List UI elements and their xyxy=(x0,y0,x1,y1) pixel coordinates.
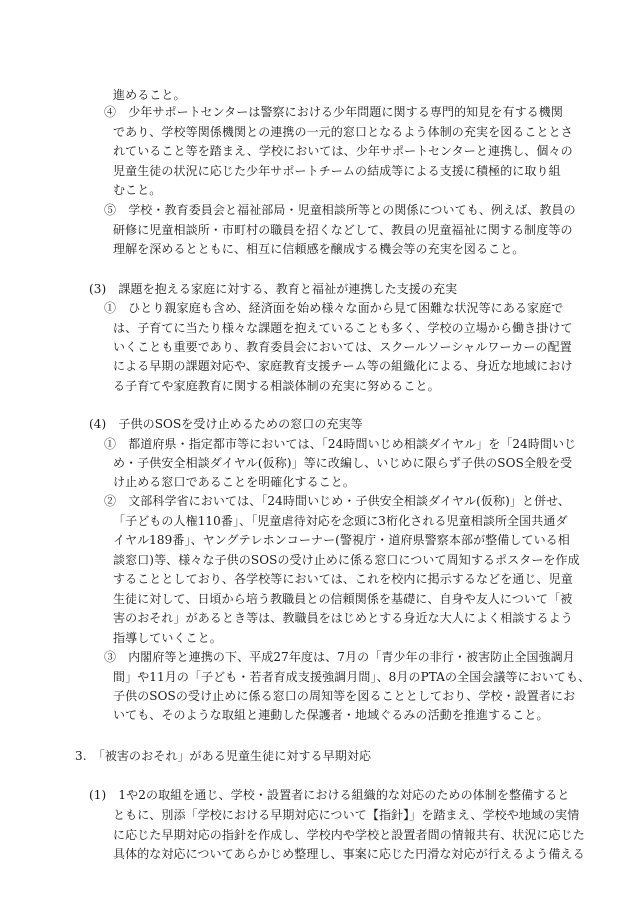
text-line: 指導していくこと。 xyxy=(113,631,222,645)
text-line: ③ 内閣府等と連携の下、平成27年度は、7月の「青少年の非行・被害防止全国強調月 xyxy=(104,650,575,664)
text-line: 児童生徒の状況に応じた少年サポートチームの結成等による支援に積極的に取り組 xyxy=(113,164,561,178)
text-line: (1) 1や2の取組を通じ、学校・設置者における組織的な対応のための体制を整備すると xyxy=(89,788,570,802)
text-line: いても、そのような取組と連動した保護者・地域ぐるみの活動を推進すること。 xyxy=(113,708,549,722)
text-line: 生徒に対して、日頃から培う教職員との信頼関係を基礎に、自身や友人について「被 xyxy=(113,592,573,606)
text-line: ① ひとり親家庭も含め、経済面を始め様々な面から見て困難な状況等にある家庭で xyxy=(104,301,564,315)
text-line: は、子育てに当たり様々な課題を抱えていることも多く、学校の立場から働き掛けて xyxy=(113,321,573,335)
text-line: 具体的な対応についてあらかじめ整理し、事案に応じた円滑な対応が行えるよう備える xyxy=(113,847,585,861)
text-line: 理解を深めるとともに、相互に信頼感を醸成する機会等の充実を図ること。 xyxy=(113,242,525,256)
text-line: る子育てや家庭教育に関する相談体制の充実に努めること。 xyxy=(113,379,440,393)
text-line: 「子どもの人権110番」、「児童虐待対応を念頭に3桁化される児童相談所全国共通ダ xyxy=(113,514,568,528)
text-line: ともに、別添「学校における早期対応について【指針】」を踏まえ、学校や地域の実情 xyxy=(113,808,580,822)
text-line: 研修に児童相談所・市町村の職員を招くなどして、教員の児童福祉に関する制度等の xyxy=(113,223,573,237)
text-line: ② 文部科学省においては、「24時間いじめ・子供安全相談ダイヤル(仮称)」と併せ、 xyxy=(104,494,571,508)
text-line: 進めること。 xyxy=(113,88,186,102)
text-line: イヤル189番」、ヤングテレホンコーナー(警視庁・道府県警察本部が整備している相 xyxy=(113,533,570,547)
text-line: に応じた早期対応の指針を作成し、学校内や学校と設置者間の情報共有、状況に応じた xyxy=(113,828,585,842)
text-line: ⑤ 学校・教育委員会と福祉部局・児童相談所等との関係についても、例えば、教員の xyxy=(104,203,576,217)
section-heading: 3. 「被害のおそれ」がある児童生徒に対する早期対応 xyxy=(75,749,372,763)
text-line: ④ 少年サポートセンターは警察における少年問題に関する専門的知見を有する機関 xyxy=(104,105,563,119)
text-line: 子供のSOSの受け止めに係る窓口の周知等を図ることとしており、学校・設置者にお xyxy=(113,689,576,703)
text-line: れていること等を踏まえ、学校においては、少年サポートセンターと連携し、個々の xyxy=(113,144,573,158)
text-line: することとしており、各学校等においては、これを校内に掲示するなどを通じ、児童 xyxy=(113,572,573,586)
text-line: むこと。 xyxy=(113,183,162,197)
text-line: け止める窓口であることを明確化すること。 xyxy=(113,475,356,489)
text-line: ① 都道府県・指定都市等においては、「24時間いじめ相談ダイヤル」を「24時間いじ xyxy=(104,437,577,451)
text-line: による早期の課題対応や、家庭教育支援チーム等の組織化による、身近な地域におけ xyxy=(113,359,573,373)
section-heading: (3) 課題を抱える家庭に対する、教育と福祉が連携した支援の充実 xyxy=(89,282,458,296)
text-line: 害のおそれ」があるとき等は、教職員をはじめとする身近な大人によく相談するよう xyxy=(113,611,573,625)
text-line: いくことも重要であり、教育委員会においては、スクールソーシャルワーカーの配置 xyxy=(113,340,572,354)
section-heading: (4) 子供のSOSを受け止めるための窓口の充実等 xyxy=(89,417,363,431)
text-line: 間」や11月の「子ども・若者育成支援強調月間」、8月のPTAの全国会議等においても、 xyxy=(113,670,591,684)
text-line: め・子供安全相談ダイヤル(仮称)」等に改編し、いじめに限らず子供のSOS全般を受 xyxy=(113,456,573,470)
text-line: 談窓口)等、様々な子供のSOSの受け止めに係る窓口について周知するポスターを作成 xyxy=(113,553,580,567)
text-line: であり、学校等関係機関との連携の一元的窓口となるよう体制の充実を図ることとさ xyxy=(113,125,573,139)
